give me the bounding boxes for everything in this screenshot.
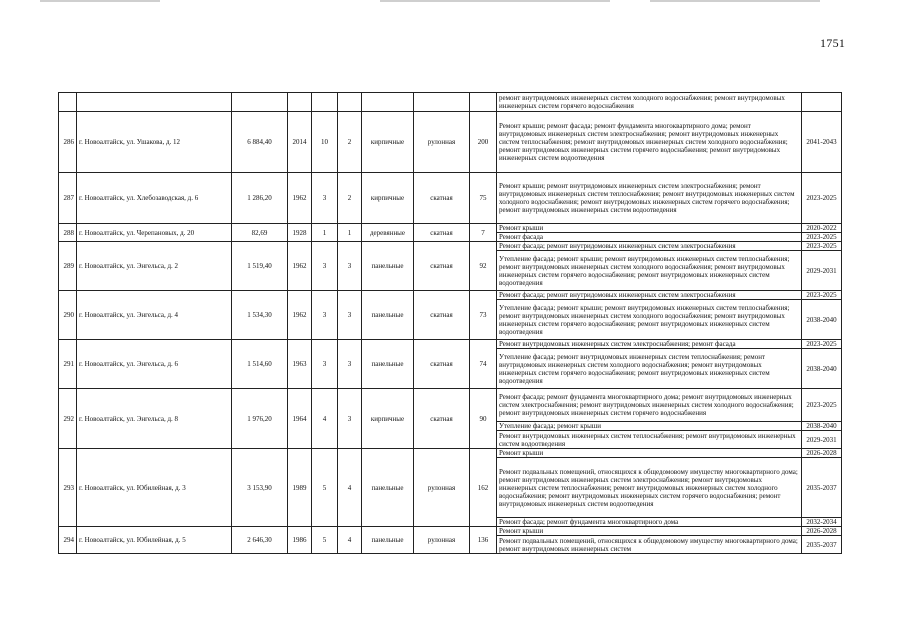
work-cell: Ремонт фасада; ремонт фундамента многоквартирного дома; ремонт внутридомовых инженерных систем электроснабжения; ремонт внутридомовых инженерных систем холодного водоснабжения; ремонт внутридомовых инженерных систем горячего водоснабжения <box>497 389 802 422</box>
period-cell: 2038-2040 <box>802 349 842 389</box>
entrances-cell: 2 <box>338 173 362 224</box>
row-number: 294 <box>59 527 77 554</box>
period-cell: 2029-2031 <box>802 431 842 449</box>
work-cell: Ремонт фасада; ремонт фундамента многоквартирного дома <box>497 518 802 527</box>
period-cell: 2023-2025 <box>802 233 842 242</box>
roof-type-cell: рулонная <box>414 527 470 554</box>
period-cell: 2029-2031 <box>802 251 842 291</box>
year-cell: 1989 <box>288 449 312 527</box>
year-cell: 1962 <box>288 173 312 224</box>
work-cell: Ремонт крыши <box>497 449 802 458</box>
roof-type-cell: скатная <box>414 389 470 449</box>
area-cell: 1 514,60 <box>232 340 288 389</box>
walls-material-cell: панельные <box>362 291 414 340</box>
period-cell: 2026-2028 <box>802 527 842 536</box>
work-cell: Утепление фасада; ремонт крыши; ремонт внутридомовых инженерных систем теплоснабжения; ремонт внутридомовых инженерных систем холодного водоснабжения; ремонт внутридомовых инженерных систем горячего водоснабжения; ремонт внутридомовых инженерных систем водоотведения <box>497 300 802 340</box>
floors-cell: 5 <box>312 527 338 554</box>
entrances-cell: 1 <box>338 224 362 242</box>
period-cell: 2026-2028 <box>802 449 842 458</box>
period-cell: 2020-2022 <box>802 224 842 233</box>
residents-cell: 74 <box>470 340 497 389</box>
work-cell: Ремонт внутридомовых инженерных систем теплоснабжения; ремонт внутридомовых инженерных систем водоотведения <box>497 431 802 449</box>
entrances-cell: 4 <box>338 527 362 554</box>
page-number: 1751 <box>820 36 846 50</box>
residents-cell: 73 <box>470 291 497 340</box>
period-cell: 2023-2025 <box>802 242 842 251</box>
period-cell: 2035-2037 <box>802 536 842 554</box>
work-cell: Ремонт фасада; ремонт внутридомовых инженерных систем электроснабжения <box>497 291 802 300</box>
address-cell: г. Новоалтайск, ул. Юбилейная, д. 3 <box>77 449 232 527</box>
floors-cell: 10 <box>312 112 338 173</box>
table-row <box>59 112 842 173</box>
residents-cell: 162 <box>470 449 497 527</box>
period-cell: 2023-2025 <box>802 389 842 422</box>
address-cell: г. Новоалтайск, ул. Хлебозаводская, д. 6 <box>77 173 232 224</box>
row-number: 293 <box>59 449 77 527</box>
walls-material-cell: кирпичные <box>362 389 414 449</box>
address-cell: г. Новоалтайск, ул. Энгельса, д. 2 <box>77 242 232 291</box>
table-row <box>59 389 842 422</box>
table-row <box>59 173 842 224</box>
walls-material-cell: кирпичные <box>362 173 414 224</box>
work-cell: Ремонт фасада; ремонт внутридомовых инженерных систем электроснабжения <box>497 242 802 251</box>
table-row-continuation <box>59 93 842 112</box>
row-number: 286 <box>59 112 77 173</box>
area-cell: 1 976,20 <box>232 389 288 449</box>
row-number: 287 <box>59 173 77 224</box>
area-cell: 1 286,20 <box>232 173 288 224</box>
walls-material-cell: кирпичные <box>362 112 414 173</box>
entrances-cell: 2 <box>338 112 362 173</box>
work-cell: Ремонт фасада <box>497 233 802 242</box>
residents-cell: 75 <box>470 173 497 224</box>
floors-cell: 1 <box>312 224 338 242</box>
row-number: 292 <box>59 389 77 449</box>
year-cell: 1963 <box>288 340 312 389</box>
work-cell: Ремонт крыши; ремонт внутридомовых инженерных систем электроснабжения; ремонт внутридомовых инженерных систем теплоснабжения; ремонт внутридомовых инженерных систем холодного водоснабжения; ремонт внутридомовых инженерных систем горячего водоснабжения; ремонт внутридомовых инженерных систем водоотведения <box>497 173 802 224</box>
scan-edge-artifact <box>650 0 820 2</box>
floors-cell: 3 <box>312 340 338 389</box>
walls-material-cell: деревянные <box>362 224 414 242</box>
table-row <box>59 340 842 349</box>
residents-cell: 200 <box>470 112 497 173</box>
address-cell: г. Новоалтайск, ул. Ушакова, д. 12 <box>77 112 232 173</box>
roof-type-cell: скатная <box>414 291 470 340</box>
address-cell: г. Новоалтайск, ул. Энгельса, д. 6 <box>77 340 232 389</box>
housing-repair-table <box>58 92 842 554</box>
area-cell: 82,69 <box>232 224 288 242</box>
area-cell: 3 153,90 <box>232 449 288 527</box>
roof-type-cell: скатная <box>414 173 470 224</box>
period-cell: 2032-2034 <box>802 518 842 527</box>
area-cell: 1 519,40 <box>232 242 288 291</box>
period-cell: 2035-2037 <box>802 458 842 518</box>
work-cell: Ремонт крыши <box>497 527 802 536</box>
year-cell: 1986 <box>288 527 312 554</box>
work-cell: ремонт внутридомовых инженерных систем холодного водоснабжения; ремонт внутридомовых инженерных систем горячего водоснабжения <box>497 93 802 112</box>
entrances-cell: 3 <box>338 340 362 389</box>
row-number: 290 <box>59 291 77 340</box>
walls-material-cell: панельные <box>362 242 414 291</box>
period-cell: 2023-2025 <box>802 340 842 349</box>
walls-material-cell: панельные <box>362 340 414 389</box>
year-cell: 2014 <box>288 112 312 173</box>
year-cell: 1964 <box>288 389 312 449</box>
address-cell: г. Новоалтайск, ул. Юбилейная, д. 5 <box>77 527 232 554</box>
floors-cell: 3 <box>312 242 338 291</box>
scan-edge-artifact <box>40 0 160 2</box>
period-cell: 2023-2025 <box>802 173 842 224</box>
work-cell: Утепление фасада; ремонт крыши <box>497 422 802 431</box>
floors-cell: 3 <box>312 291 338 340</box>
address-cell: г. Новоалтайск, ул. Энгельса, д. 8 <box>77 389 232 449</box>
row-number: 288 <box>59 224 77 242</box>
row-number: 291 <box>59 340 77 389</box>
roof-type-cell: скатная <box>414 224 470 242</box>
year-cell: 1928 <box>288 224 312 242</box>
table-row <box>59 449 842 458</box>
entrances-cell: 3 <box>338 242 362 291</box>
scan-edge-artifact <box>380 0 610 2</box>
work-cell: Утепление фасада; ремонт крыши; ремонт внутридомовых инженерных систем теплоснабжения; ремонт внутридомовых инженерных систем холодного водоснабжения; ремонт внутридомовых инженерных систем горячего водоснабжения; ремонт внутридомовых инженерных систем водоотведения <box>497 251 802 291</box>
area-cell: 1 534,30 <box>232 291 288 340</box>
row-number: 289 <box>59 242 77 291</box>
address-cell: г. Новоалтайск, ул. Энгельса, д. 4 <box>77 291 232 340</box>
walls-material-cell: панельные <box>362 449 414 527</box>
floors-cell: 4 <box>312 389 338 449</box>
floors-cell: 5 <box>312 449 338 527</box>
period-cell: 2041-2043 <box>802 112 842 173</box>
period-cell: 2023-2025 <box>802 291 842 300</box>
period-cell: 2038-2040 <box>802 300 842 340</box>
floors-cell: 3 <box>312 173 338 224</box>
table-row <box>59 527 842 536</box>
area-cell: 6 884,40 <box>232 112 288 173</box>
period-cell: 2038-2040 <box>802 422 842 431</box>
year-cell: 1962 <box>288 242 312 291</box>
roof-type-cell: рулонная <box>414 112 470 173</box>
roof-type-cell: скатная <box>414 242 470 291</box>
residents-cell: 92 <box>470 242 497 291</box>
work-cell: Утепление фасада; ремонт внутридомовых инженерных систем теплоснабжения; ремонт внутридомовых инженерных систем холодного водоснабжения; ремонт внутридомовых инженерных систем горячего водоснабжения; ремонт внутридомовых инженерных систем водоотведения <box>497 349 802 389</box>
residents-cell: 90 <box>470 389 497 449</box>
table-row <box>59 291 842 300</box>
year-cell: 1962 <box>288 291 312 340</box>
work-cell: Ремонт крыши <box>497 224 802 233</box>
roof-type-cell: скатная <box>414 340 470 389</box>
entrances-cell: 3 <box>338 389 362 449</box>
roof-type-cell: рулонная <box>414 449 470 527</box>
residents-cell: 7 <box>470 224 497 242</box>
work-cell: Ремонт внутридомовых инженерных систем электроснабжения; ремонт фасада <box>497 340 802 349</box>
work-cell: Ремонт крыши; ремонт фасада; ремонт фундамента многоквартирного дома; ремонт внутридомовых инженерных систем электроснабжения; ремонт внутридомовых инженерных систем теплоснабжения; ремонт внутридомовых инженерных систем холодного водоснабжения; ремонт внутридомовых инженерных систем горячего водоснабжения; ремонт внутридомовых инженерных систем водоотведения <box>497 112 802 173</box>
residents-cell: 136 <box>470 527 497 554</box>
area-cell: 2 646,30 <box>232 527 288 554</box>
table-row <box>59 242 842 251</box>
work-cell: Ремонт подвальных помещений, относящихся к общедомовому имуществу многоквартирного дома; ремонт внутридомовых инженерных систем <box>497 536 802 554</box>
entrances-cell: 4 <box>338 449 362 527</box>
table-row <box>59 224 842 233</box>
address-cell: г. Новоалтайск, ул. Черепановых, д. 20 <box>77 224 232 242</box>
walls-material-cell: панельные <box>362 527 414 554</box>
work-cell: Ремонт подвальных помещений, относящихся к общедомовому имуществу многоквартирного дома; ремонт внутридомовых инженерных систем электроснабжения; ремонт внутридомовых инженерных систем теплоснабжения; ремонт внутридомовых инженерных систем холодного водоснабжения; ремонт внутридомовых инженерных систем горячего водоснабжения; ремонт внутридомовых инженерных систем водоотведения <box>497 458 802 518</box>
entrances-cell: 3 <box>338 291 362 340</box>
